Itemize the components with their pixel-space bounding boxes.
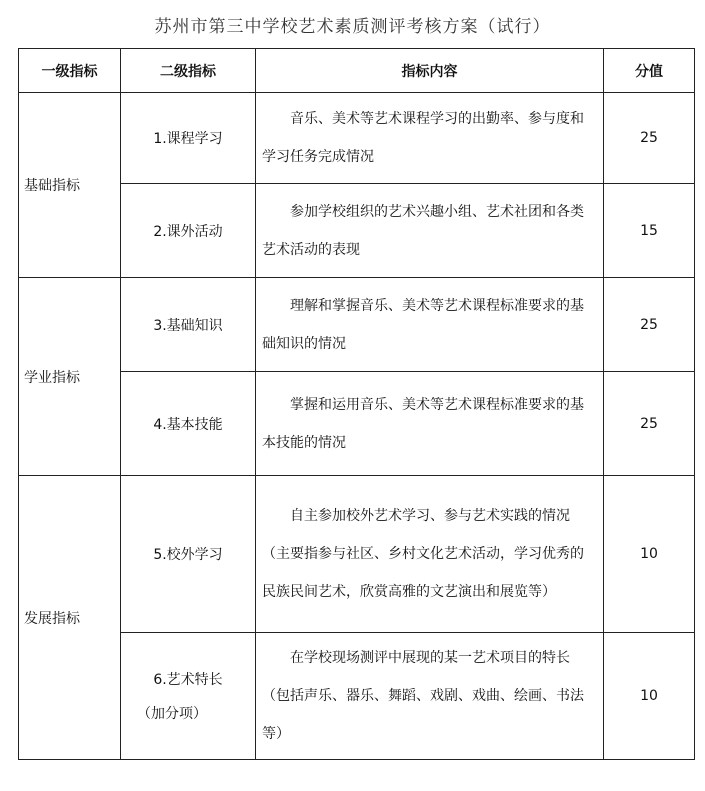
level2-sublabel: （加分项） [137,706,207,722]
level1-cell: 学业指标 [19,278,121,476]
score-cell: 15 [604,184,695,278]
content-text: 在学校现场测评中展现的某一艺术项目的特长（包括声乐、器乐、舞蹈、戏剧、戏曲、绘画、书法等） [262,650,584,742]
content-cell [256,633,604,760]
content-text: 音乐、美术等艺术课程学习的出勤率、参与度和学习任务完成情况 [262,111,584,165]
table-row [19,633,695,760]
table-row [19,278,695,372]
header-content: 指标内容 [256,49,604,93]
header-level2: 二级指标 [121,49,256,93]
score-cell: 25 [604,372,695,476]
score-cell: 10 [604,633,695,760]
content-text: 掌握和运用音乐、美术等艺术课程标准要求的基本技能的情况 [262,396,584,451]
level2-cell: 3.基础知识 [121,278,256,372]
table-row [19,372,695,476]
score-cell: 25 [604,93,695,184]
page-title: 苏州市第三中学校艺术素质测评考核方案（试行） [154,17,551,37]
content-text: 参加学校组织的艺术兴趣小组、艺术社团和各类艺术活动的表现 [262,203,584,258]
score-cell: 10 [604,476,695,633]
content-cell [256,93,604,184]
content-text: 理解和掌握音乐、美术等艺术课程标准要求的基础知识的情况 [262,297,584,352]
content-cell [256,184,604,278]
table-header-row [19,49,695,93]
content-cell [256,372,604,476]
table-row [19,476,695,633]
content-cell [256,476,604,633]
table-row [19,93,695,184]
content-text: 自主参加校外艺术学习、参与艺术实践的情况（主要指参与社区、乡村文化艺术活动，学习优秀的民族民间艺术，欣赏高雅的文艺演出和展览等） [262,508,584,600]
level2-cell: 2.课外活动 [121,184,256,278]
level1-cell: 基础指标 [19,93,121,278]
score-cell: 25 [604,278,695,372]
table-row [19,184,695,278]
header-level1: 一级指标 [19,49,121,93]
level2-label: 6.艺术特长 [153,672,223,688]
level2-cell: 4.基本技能 [121,372,256,476]
level2-cell: 1.课程学习 [121,93,256,184]
content-cell [256,278,604,372]
level1-cell: 发展指标 [19,476,121,760]
level2-cell: 5.校外学习 [121,476,256,633]
level2-cell [121,633,256,760]
header-score: 分值 [604,49,695,93]
assessment-table [18,48,695,760]
